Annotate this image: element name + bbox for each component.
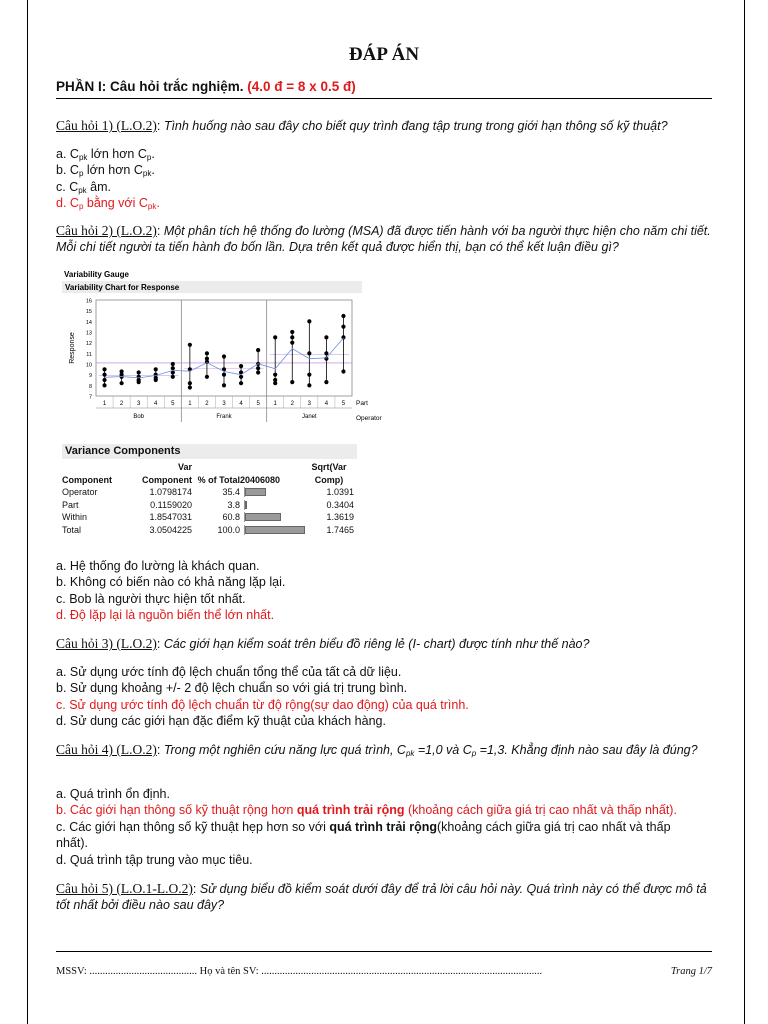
part-tick-label: 3 <box>222 401 226 407</box>
y-tick-label: 8 <box>88 383 92 390</box>
data-point <box>171 362 175 366</box>
data-point <box>307 319 311 323</box>
part-tick-label: 5 <box>256 401 260 407</box>
variance-row: Operator 1.0798174 35.4 1.0391 <box>62 487 354 497</box>
data-point <box>188 343 192 347</box>
y-tick-label: 16 <box>85 298 92 305</box>
data-point <box>273 335 277 339</box>
footer <box>56 966 712 977</box>
variance-components-table <box>62 444 357 548</box>
data-point <box>222 383 226 387</box>
data-point <box>171 366 175 370</box>
data-point <box>102 367 106 371</box>
part-tick-label: 1 <box>273 401 277 407</box>
data-point <box>324 335 328 339</box>
question-3-text: Các giới hạn kiểm soát trên biểu đồ riêng lẻ (I- chart) được tính như thế nào? <box>163 637 590 651</box>
data-point <box>171 375 175 379</box>
part-tick-label: 3 <box>307 401 312 407</box>
y-tick-label: 9 <box>88 373 92 380</box>
question-1-options <box>56 146 716 212</box>
q1-option-d: d. $C_p$ bằng với $C_{pk}$. <box>56 196 160 212</box>
data-point <box>341 369 345 373</box>
data-point <box>239 375 243 379</box>
variability-chart-svg <box>62 268 392 428</box>
section-label: PHẦN I: Câu hỏi trắc nghiệm. <box>56 79 248 94</box>
question-4-options <box>56 786 716 868</box>
question-1-text: Tình huống nào sau đây cho biết quy trình đang tập trung trong giới hạn thông số kỹ thuật? <box>163 119 668 133</box>
question-4: Câu hỏi 4) (L.O.2): Trong một nghiên cứu năng lực quá trình, $C_{pk} =1,0$ và $C_p =1,3$. Khẳng định nào sau đây là đúng? <box>56 742 698 758</box>
page-number: Trang 1/7 <box>670 966 712 977</box>
page-title: ĐÁP ÁN <box>348 44 420 65</box>
y-axis-label: Response <box>69 332 76 364</box>
q1-option-b: b. $C_p$ lớn hơn $C_{pk}$. <box>56 163 155 179</box>
variance-bar <box>245 526 305 534</box>
footer-student-fields: MSSV: ......................................... Họ và tên SV: ........................................................................................................... <box>56 966 543 977</box>
chart-title: Variability Gauge <box>64 270 129 279</box>
part-tick-label: 2 <box>205 401 209 407</box>
q4-option-a: a. Quá trình ổn định. <box>56 787 170 801</box>
y-tick-label: 13 <box>85 330 92 337</box>
data-point <box>256 370 260 374</box>
question-3-options <box>56 664 716 730</box>
q1-option-a: a. $C_{pk}$ lớn hơn $C_p$. <box>56 147 155 162</box>
data-point <box>188 385 192 389</box>
variance-bar <box>245 513 281 521</box>
data-point <box>239 364 243 368</box>
question-1-label: Câu hỏi 1) (L.O.2) <box>56 118 157 133</box>
question-2-options <box>56 558 716 624</box>
question-3-label: Câu hỏi 3) (L.O.2) <box>56 636 157 651</box>
y-tick-label: 15 <box>85 309 92 316</box>
variance-bar <box>245 501 247 509</box>
question-2-label: Câu hỏi 2) (L.O.2) <box>56 223 157 238</box>
chart-subtitle: Variability Chart for Response <box>65 283 180 292</box>
operator-axis-label: Operator <box>356 415 382 422</box>
data-point <box>137 380 141 384</box>
y-tick-label: 11 <box>86 351 92 358</box>
q2-option-c: c. Bob là người thực hiện tốt nhất. <box>56 591 246 606</box>
data-point <box>188 381 192 385</box>
variance-row: Within 1.8547031 60.8 1.3619 <box>62 512 354 522</box>
question-3: Câu hỏi 3) (L.O.2): Các giới hạn kiểm soát trên biểu đồ riêng lẻ (I- chart) được tính như thế nào? <box>56 636 590 651</box>
data-point <box>222 373 226 377</box>
footer-divider <box>56 951 712 952</box>
y-tick-label: 12 <box>85 341 92 348</box>
part-tick-label: 2 <box>119 401 124 407</box>
variability-chart <box>62 268 392 428</box>
q4-option-c: c. Các giới hạn thông số kỹ thuật hẹp hơn so với quá trình trải rộng(khoảng cách giữa giá trị cao nhất và thấp nhất). <box>56 819 671 851</box>
data-point <box>290 341 294 345</box>
q3-option-a: a. Sử dụng ước tính độ lệch chuẩn tổng thể của tất cả dữ liệu. <box>56 665 402 679</box>
part-tick-label: 5 <box>171 401 175 407</box>
variance-row: Part 0.1159020 3.8 0.3404 <box>62 499 354 510</box>
data-point <box>307 351 311 355</box>
part-tick-label: 3 <box>136 401 141 407</box>
data-point <box>341 314 345 318</box>
question-5-label: Câu hỏi 5) (L.O.1-L.O.2) <box>56 881 193 896</box>
question-5: Câu hỏi 5) (L.O.1-L.O.2): Sử dụng biểu đồ kiểm soát dưới đây để trả lời câu hỏi này. Quá trình này có thể được mô tả tốt nhất bởi điều nào sau đây? <box>56 881 707 912</box>
part-tick-label: 1 <box>102 401 107 407</box>
operator-label: Janet <box>301 414 317 420</box>
data-point <box>307 383 311 387</box>
part-tick-label: 4 <box>154 401 158 407</box>
part-axis-label: Part <box>356 400 368 407</box>
q3-option-d: d. Sử dung các giới hạn đặc điểm kỹ thuật của khách hàng. <box>56 714 386 729</box>
data-point <box>256 366 260 370</box>
operator-label: Frank <box>216 414 232 420</box>
data-point <box>137 370 141 374</box>
section-points: (4.0 đ = 8 x 0.5 đ) <box>247 79 356 94</box>
data-point <box>256 348 260 352</box>
data-point <box>154 367 158 371</box>
data-point <box>324 380 328 384</box>
data-point <box>341 325 345 329</box>
data-point <box>290 335 294 339</box>
data-point <box>205 375 209 379</box>
question-2-text: Một phân tích hệ thống đo lường (MSA) đã được tiến hành với ba người thực hiện cho năm chi tiết. Mỗi chi tiết người ta tiến hành đo bốn lần. Dựa trên kết quả được hiển thị, bạn có thể kết luận điều gì? <box>56 224 711 254</box>
data-point <box>102 373 106 377</box>
variance-table <box>62 461 354 536</box>
q1-option-c: c. $C_{pk}$ âm. <box>56 179 111 195</box>
data-point <box>290 330 294 334</box>
y-tick-label: 7 <box>88 394 92 401</box>
data-point <box>102 383 106 387</box>
q3-option-c: c. Sử dụng ước tính độ lệch chuẩn từ độ rộng(sự dao động) của quá trình. <box>56 697 469 712</box>
part-tick-label: 5 <box>341 401 346 407</box>
data-point <box>239 381 243 385</box>
question-2: Câu hỏi 2) (L.O.2): Một phân tích hệ thống đo lường (MSA) đã được tiến hành với ba người thực hiện cho năm chi tiết. Mỗi chi tiết người ta tiến hành đo bốn lần. Dựa trên kết quả được hiển thị, bạn có thể kết luận điều gì? <box>56 223 711 254</box>
data-point <box>273 381 277 385</box>
question-5-text: Sử dụng biểu đồ kiểm soát dưới đây để trả lời câu hỏi này. Quá trình này có thể được mô tả tốt nhất bởi điều nào sau đây? <box>56 882 707 912</box>
data-point <box>205 351 209 355</box>
variance-header-row-2: Component Component % of Total 20406080 Comp) <box>62 474 344 485</box>
variance-row: Total 3.0504225 100.0 1.7465 <box>62 524 354 535</box>
variance-bar <box>245 488 266 496</box>
data-point <box>273 373 277 377</box>
question-4-text: Trong một nghiên cứu năng lực quá trình, $C_{pk} =1,0$ và $C_p =1,3$. Khẳng định nào sau đây là đúng? <box>163 743 698 758</box>
data-point <box>324 351 328 355</box>
part-tick-label: 1 <box>188 401 192 407</box>
question-1: Câu hỏi 1) (L.O.2): Tình huống nào sau đây cho biết quy trình đang tập trung trong giới hạn thông số kỹ thuật? <box>56 118 668 133</box>
q4-option-b: b. Các giới hạn thông số kỹ thuật rộng hơn quá trình trải rộng (khoảng cách giữa giá trị cao nhất và thấp nhất). <box>56 803 677 818</box>
q4-option-d: d. Quá trình tập trung vào mục tiêu. <box>56 852 253 867</box>
data-point <box>341 335 345 339</box>
part-tick-label: 4 <box>324 401 329 407</box>
q2-option-b: b. Không có biến nào có khả năng lặp lại. <box>56 575 286 590</box>
data-point <box>102 378 106 382</box>
section-divider <box>56 98 712 99</box>
y-tick-label: 10 <box>85 362 92 369</box>
part-tick-label: 2 <box>290 401 294 407</box>
data-point <box>222 354 226 358</box>
q2-option-d: d. Độ lặp lại là nguồn biến thể lớn nhất. <box>56 608 275 623</box>
data-point <box>324 357 328 361</box>
data-point <box>307 373 311 377</box>
q2-option-a: a. Hệ thống đo lường là khách quan. <box>56 559 260 573</box>
variance-header-row-1: Var Sqrt(Var <box>177 462 347 472</box>
variance-title: Variance Components <box>62 444 357 459</box>
data-point <box>154 378 158 382</box>
y-tick-label: 14 <box>85 319 92 326</box>
section-heading <box>56 79 356 94</box>
data-point <box>120 381 124 385</box>
operator-label: Bob <box>133 414 145 420</box>
question-4-label: Câu hỏi 4) (L.O.2) <box>56 742 157 757</box>
q3-option-b: b. Sử dụng khoảng +/- 2 độ lệch chuẩn so với giá trị trung bình. <box>56 681 408 696</box>
part-tick-label: 4 <box>239 401 243 407</box>
data-point <box>290 380 294 384</box>
